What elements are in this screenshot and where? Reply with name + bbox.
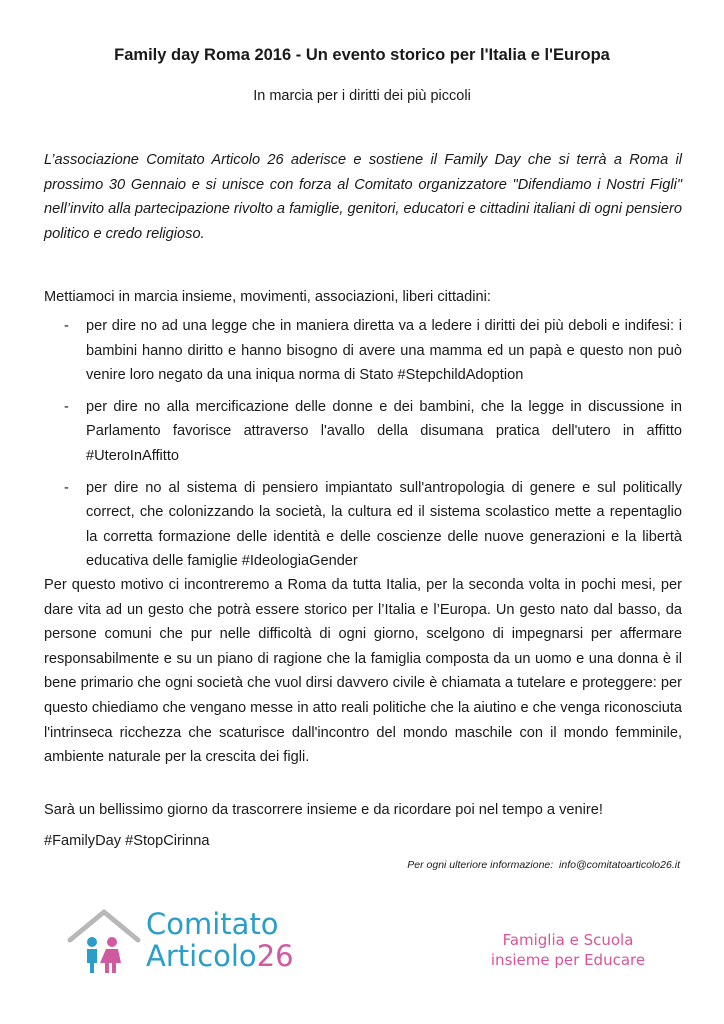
list-item [44,314,682,388]
list-item [44,395,682,469]
bullet-text: per dire no alla mercificazione delle donne e dei bambini, che la legge in discussione in Parlamento favorisce attraverso l'avallo della disumana pratica dell'utero in affitto #UteroInAffitto [86,398,682,464]
house-family-icon [66,902,146,982]
bullet-dash: - [64,318,69,334]
famiglia-scuola-logo [478,930,658,970]
logo-right-line-1: Famiglia e Scuola [502,931,634,949]
bullet-text: per dire no al sistema di pensiero impiantato sull'antropologia di genere e sul politically correct, che colonizzando la società, la cultura ed il sistema scolastico mette a repentaglio la corretta formazione delle identità e delle coscienze delle nuove generazioni e la libertà educativa delle famiglie #IdeologiaGender [86,479,682,570]
contact-line: Per ogni ulteriore informazione: info@comitatoarticolo26.it [407,859,680,871]
closing-paragraph: Sarà un bellissimo giorno da trascorrere insieme e da ricordare poi nel tempo a venire! [44,802,603,818]
logo-right-line-2: insieme per Educare [490,951,646,969]
bullet-dash: - [64,479,69,496]
bullet-list [44,314,682,581]
list-item [44,476,682,574]
logo-number: 26 [256,939,294,973]
bullet-text: per dire no ad una legge che in maniera diretta va a ledere i diritti dei più deboli e indifesi: i bambini hanno diritto e hanno bisogno di avere una mamma ed un papà e questo non può venire loro negato da una iniqua norma di Stato #StepchildAdoption [86,318,682,384]
logo-line-1: Comitato [146,907,279,941]
bullet-dash: - [64,398,69,415]
document-subtitle: In marcia per i diritti dei più piccoli [253,88,471,104]
logo-line-2 [146,940,294,972]
lead-paragraph: Mettiamoci in marcia insieme, movimenti, associazioni, liberi cittadini: [44,289,491,305]
logo-word: Articolo [146,939,257,973]
comitato-articolo26-logo [66,902,316,982]
intro-paragraph: L’associazione Comitato Articolo 26 aderisce e sostiene il Family Day che si terrà a Roma il prossimo 30 Gennaio e si unisce con forza al Comitato organizzatore "Difendiamo i Nostri Figli" nell’invito alla partecipazione rivolto a famiglie, genitori, educatori e cittadini italiani di ogni pensiero politico e credo religioso. [44,152,682,242]
document-title: Family day Roma 2016 - Un evento storico per l'Italia e l'Europa [114,46,610,64]
body-paragraph: Per questo motivo ci incontreremo a Roma da tutta Italia, per la seconda volta in pochi mesi, per dare vita ad un gesto che potrà essere storico per l’Italia e l’Europa. Un gesto nato dal basso, da persone comuni che pur nelle difficoltà di ogni giorno, scelgono di impegnarsi per affermare responsabilmente e su un piano di ragione che la famiglia composta da un uomo e una donna è il bene primario che ogni società che vuol dirsi davvero civile è chiamata a tutelare e proteggere: per questo chiediamo che vengano messe in atto reali politiche che la aiutino e che venga riconosciuta l'intrinseca ricchezza che scaturisce dall'incontro del mondo maschile con il mondo femminile, ambiente naturale per la crescita dei figli. [44,577,682,766]
hashtags: #FamilyDay #StopCirinna [44,833,210,849]
